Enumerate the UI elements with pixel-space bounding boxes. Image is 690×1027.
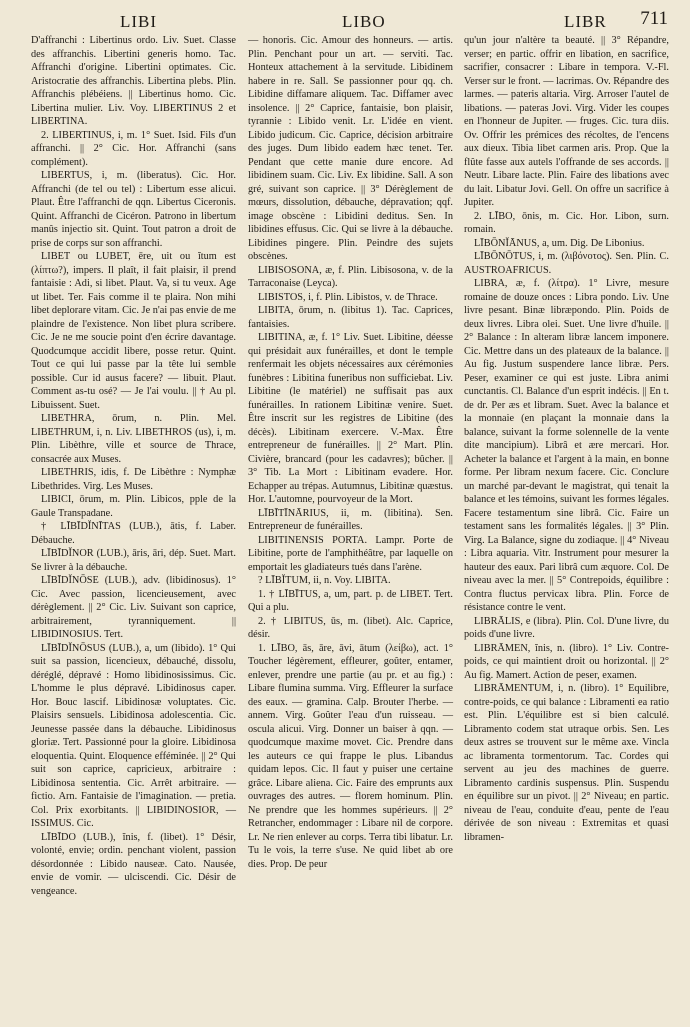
entry-continuation: D'affranchi : Libertinus ordo. Liv. Suet. Classe des affranchis. Libertini generis homo. Tac. Affranchi d'origine. Libertini optimates. Cic. Aristocratie des affranchis. Libertina plebs. Plin. Affranchis plébéiens. || Libertinus homo. Cic. Libertina mulier. Liv. Voy. LIBERTINUS 2 et LIBERTINA. <box>31 35 236 127</box>
dictionary-entry: LIBITINA, æ, f. 1° Liv. Suet. Libitine, déesse qui présidait aux funérailles, et dont le temple renfermait les objets nécessaires aux cérémonies funèbres : Libitina funeribus non sufficiebat. Liv. Libitine (le matériel) ne suffisait pas aux funérailles. In rationem Libitinæ venire. Suet. Être inscrit sur les registres de Libitine (des décès). Libitinam exercere. V.-Max. Être entrepreneur de funérailles. || 2° Mart. Plin. Civière, brancard (pour les cadavres); bûcher. || 3° Tib. La Mort : Libitinam evadere. Hor. Echapper au trépas. Autumnus, Libitinæ quæstus. Hor. L'automne, pourvoyeur de la Mort. <box>248 332 453 505</box>
column-middle <box>248 34 453 871</box>
dictionary-entry: LIBISOSONA, æ, f. Plin. Libisosona, v. de la Tarraconaise (Leyca). <box>248 264 453 289</box>
dictionary-entry: LĪBĪDĬNŌSUS (LUB.), a, um (libido). 1° Qui suit sa passion, licencieux, débauché, dissolu, déréglé, dépravé : Homo libidinosissimus. Cic. L'homme le plus dépravé. Libidinosus caper. Hor. Bouc lascif. Libidinosæ voluptates. Cic. Plaisirs sensuels. Libidinosa adolescentia. Cic. Jeunesse passée dans la débauche. Libidinosus gloriæ. Tert. Passionné pour la gloire. Libidinosa eloquentia. Quint. Eloquence efféminée. || 2° Qui suit son caprice, capricieux, arbitraire : Libidinosa sententia. Cic. Arrêt arbitraire. — fictio. Arn. Fantaisie de l'imagination. — pretia. Col. Prix exorbitants. || LIBIDINOSIOR, — ISSIMUS. Cic. <box>31 642 236 829</box>
dictionary-entry: LIBET ou LUBET, ēre, uit ou ĭtum est (λίπτω?), impers. Il plaît, il fait plaisir, il prend fantaisie : Adi, si libet. Plaut. Va, si tu veux. Age ut libet. Ter. Fais comme il te plaira. Non mihi libet deplorare vitam. Cic. Je n'ai pas envie de me plaindre de l'existence. Non libet plura scribere. Cic. Je ne me soucie point d'en écrire davantage. Quodcumque accidit libere, posse retur. Quint. Tout ce qui lui passe par la tête lui semble possible. Cur id ausus facere? — libuit. Plaut. Comment as-tu osé? — Je l'ai voulu. || † Au pl. Libuissent. Suet. <box>31 251 236 411</box>
dictionary-entry: LĪBĪDO (LUB.), ĭnis, f. (libet). 1° Désir, volonté, envie; ordin. penchant violent, passion désordonnée : Libido nauseæ. Cato. Nausée, envie de vomir. — ulciscendi. Cic. Désir de vengeance. <box>31 831 236 897</box>
dictionary-entry: LĪBŌNŌTUS, i, m. (λιβόνοτος). Sen. Plin. C. AUSTROAFRICUS. <box>464 251 669 276</box>
dictionary-entry: LIBETHRA, ōrum, n. Plin. Mel. LIBETHRUM, i, n. Liv. LIBETHROS (us), i, m. Plin. Libèthre, ville et source de Thrace, consacrée aux Muses. <box>31 413 236 465</box>
dictionary-entry: LIBITA, ōrum, n. (libitus 1). Tac. Caprices, fantaisies. <box>248 305 453 330</box>
dictionary-entry: LIBRĀLIS, e (libra). Plin. Col. D'une livre, du poids d'une livre. <box>464 615 669 640</box>
dictionary-entry: LIBERTUS, i, m. (liberatus). Cic. Hor. Affranchi (de tel ou tel) : Libertum esse alicui. Plaut. Être l'affranchi de qqn. Libertus Ciceronis. Quint. Affranchi de Cicéron. Patrono in libertum manûs injectio sit. Quint. Tout patron a droit de prise de corps sur son affranchi. <box>31 170 236 249</box>
dictionary-entry: LĪBĪTĪNĀRIUS, ii, m. (libitina). Sen. Entrepreneur de funérailles. <box>248 507 453 532</box>
dictionary-entry: 2. LIBERTINUS, i, m. 1° Suet. Isid. Fils d'un affranchi. || 2° Cic. Hor. Affranchi (sans complément). <box>31 129 236 168</box>
header-left-word: LIBI <box>120 12 158 31</box>
dictionary-entry: LĪBĪDĬNOR (LUB.), āris, āri, dép. Suet. Mart. Se livrer à la débauche. <box>31 548 236 573</box>
dictionary-entry: LIBETHRIS, idis, f. De Libèthre : Nymphæ Libethrides. Virg. Les Muses. <box>31 467 236 492</box>
column-right <box>464 34 669 844</box>
entry-continuation: — honoris. Cic. Amour des honneurs. — artis. Plin. Penchant pour un art. — serviti. Tac. Honteux attachement à la servitude. Libidinem habere in re. Sall. Se passionner pour qq. ch. Libidine diffamare aliquem. Tac. Diffamer avec insolence. || 2° Caprice, fantaisie, bon plaisir, tyrannie : Libido venit. Lr. L'idée en vient. Libido judicum. Cic. Caprice, décision arbitraire des juges. Dum libido eadem hæc tenet. Ter. Pendant que cette manie dure encore. Ad libidinem suam. Cic. Liv. Ex libidine. Sall. A son gré, suivant son caprice. || 3° Dérèglement de mœurs, dissolution, débauche, dépravation; qqf. image obscène : Libidini deditus. Sen. In libidines effusus. Cic. Qui se livre à la débauche. Libidines pingere. Plin. Peindre des sujets obscènes. <box>248 35 453 262</box>
dictionary-entry: 1. † LĪBĪTUS, a, um, part. p. de LIBET. Tert. Qui a plu. <box>248 588 453 613</box>
dictionary-entry: 2. LĪBO, ōnis, m. Cic. Hor. Libon, surn. romain. <box>464 210 669 235</box>
dictionary-entry: ? LĪBĬTUM, ii, n. Voy. LIBITA. <box>258 575 391 586</box>
page-number: 711 <box>640 8 668 29</box>
dictionary-entry: LIBICI, ōrum, m. Plin. Libicos, pple de la Gaule Transpadane. <box>31 494 236 519</box>
dictionary-entry: 1. LĪBO, ās, āre, āvi, ātum (λείβω), act. 1° Toucher légèrement, effleurer, goûter, entamer, enlever, prendre une partie (au pr. et au fig.) : Libare flumina summa. Virg. Effleurer la surface des eaux. — gramina. Calp. Brouter l'herbe. — annem. Virg. Goûter l'eau d'un ruisseau. — oscula alicui. Virg. Donner un baiser à qqn. — quodcumque maxime movet. Cic. Prendre dans les auteurs ce qui frappe le plus. Libandus quidam lepos. Cic. Il faut y puiser une certaine grâce. Libare aliena. Cic. Faire des emprunts aux ouvrages des autres. — florem hominum. Plin. Ne prendre que les hommes supérieurs. || 2° Retrancher, endommager : Libare nil de corpore. Lr. Ne rien enlever au corps. Terra tibi libatur. Lr. Tu le vois, la terre s'use. Ne quid libet ab ore dies. Prop. De peur <box>248 642 453 870</box>
dictionary-entry: LIBISTOS, i, f. Plin. Libistos, v. de Thrace. <box>258 291 438 303</box>
header-right-word: LIBR <box>564 12 607 31</box>
page-header <box>24 6 668 30</box>
dictionary-entry: 2. † LIBITUS, ūs, m. (libet). Alc. Caprice, désir. <box>248 615 453 640</box>
dictionary-entry: † LĪBĪDĬNĪTAS (LUB.), ātis, f. Laber. Débauche. <box>31 521 236 546</box>
dictionary-entry: LĪBĪDĬNŌSE (LUB.), adv. (libidinosus). 1° Cic. Avec passion, licencieusement, avec dérèglement. || 2° Cic. Liv. Suivant son caprice, arbitrairement, tyranniquement. || LIBIDINOSIUS. Tert. <box>31 575 236 640</box>
dictionary-entry: LIBRĀMEN, ĭnis, n. (libro). 1° Liv. Contre-poids, ce qui maintient droit ou horizontal. || 2° Au fig. Mamert. Action de peser, examen. <box>464 642 669 681</box>
dictionary-entry: LĪBŌNĬĀNUS, a, um. Dig. De Libonius. <box>474 237 645 249</box>
header-center-word: LIBO <box>342 12 386 31</box>
dictionary-entry: LIBRA, æ, f. (λίτρα). 1° Livre, mesure romaine de douze onces : Libra pondo. Liv. Une livre pesant. Binæ libræpondo. Plin. Poids de deux livres. Libra olei. Suet. Une livre d'huile. || 2° Balance : In alteram libræ lancem imponere. Cic. Mettre dans un des plateaux de la balance. || Au fig. Justum suspendere lance libræ. Pers. Peser, examiner ce qui est juste. Libra animi cunctantis. Cl. Balance d'un esprit indécis. || En t. de dr. Per æs et libram. Suet. Avec la balance et la monnaie (en plaçant la monnaie dans la balance, suivant la forme solennelle de la vente dite mancipium). Librâ et ære mercari. Hor. Acheter la balance et l'argent à la main, en bonne forme. Per libram nexum facere. Cic. Conclure un marché par-devant le magistrat, qui tenait la balance et les témoins, suivant les formes légales. Facere testamentum sine librâ. Cic. Faire un testament sans les formalités légales. || 3° Plin. Virg. La Balance, signe du zodiaque. || 4° Niveau : Libra aquaria. Vitr. Instrument pour mesurer la hauteur des eaux. Pari librâ cum æquore. Col. De niveau avec la mer. || 5° Contrepoids, équilibre : Contra fluctus pervicax libra. Plin. Force de résistance contre le vent. <box>464 278 669 613</box>
dictionary-entry: LIBRĀMENTUM, i, n. (libro). 1° Equilibre, contre-poids, ce qui balance : Libramenti ea ratio est. Plin. L'équilibre est si bien calculé. Libramento codem stat utraque orbis. Sen. Les deux astres se trouvent sur le même axe. Vincla ac libramenta tormentorum. Tac. Cordes qui servent au jeu des machines de guerre. Libramento cardinis suspensus. Plin. Suspendu en équilibre sur un pivot. || 2° Niveau; en partic. niveau de l'eau, conduite d'eau, pente de l'eau dérivée de son niveau : Extremitas et quasi libramen- <box>464 683 669 843</box>
column-left <box>31 34 236 898</box>
dictionary-entry: LIBITINENSIS PORTA. Lampr. Porte de Libitine, porte de l'amphithéâtre, par laquelle on emportait les gladiateurs tués dans l'arène. <box>248 534 453 573</box>
entry-continuation: qu'un jour n'altère ta beauté. || 3° Répandre, verser; en partic. offrir en libation, en sacrifice, sacrifier, consacrer : Libare in tempora. V.-Fl. Verser sur le front. — lacrimas. Ov. Répandre des larmes. — pateris altaria. Virg. Arroser l'autel de libations. — pateras Jovi. Virg. Vider les coupes en l'honneur de Jupiter. — fruges. Cic. tura diis. Ov. Offrir les prémices des récoltes, de l'encens aux dieux. Tibia libet carmen aris. Prop. Que la flûte fasse aux autels l'offrande de ses accords. || Neutr. Libare lacte. Plin. Faire des libations avec du lait. Libatur Jovi. Gell. On offre un sacrifice à Jupiter. <box>464 35 669 208</box>
